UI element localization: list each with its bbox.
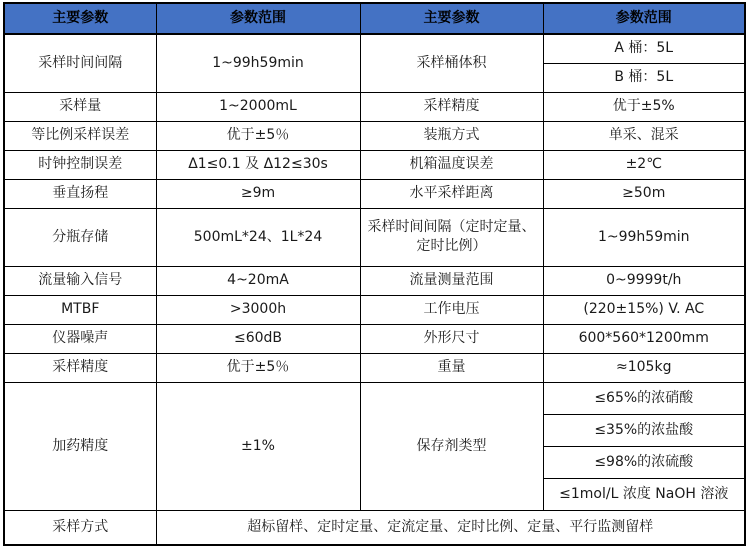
value-clock-control-error: Δ1≤0.1 及 Δ12≤30s: [156, 150, 360, 179]
param-bottling-mode: 装瓶方式: [360, 121, 543, 150]
param-bottle-storage: 分瓶存储: [4, 208, 156, 266]
param-mtbf: MTBF: [4, 295, 156, 324]
param-proportional-sampling-error: 等比例采样误差: [4, 121, 156, 150]
header-row: [4, 3, 745, 34]
value-sampling-accuracy-left: 优于±5％: [156, 353, 360, 382]
value-preservative-hydrochloric: ≤35%的浓盐酸: [543, 414, 745, 446]
table-row: [4, 34, 745, 63]
value-flow-input-signal: 4~20mA: [156, 266, 360, 295]
value-dimensions: 600*560*1200mm: [543, 324, 745, 353]
header-param-range-left: 参数范围: [156, 3, 360, 34]
table-row: [4, 266, 745, 295]
value-vertical-lift: ≥9m: [156, 179, 360, 208]
value-working-voltage: (220±15%) V. AC: [543, 295, 745, 324]
table-row: [4, 510, 745, 545]
table-row: [4, 92, 745, 121]
table-row: [4, 324, 745, 353]
param-cabinet-temp-error: 机箱温度误差: [360, 150, 543, 179]
header-main-param-right: 主要参数: [360, 3, 543, 34]
value-dosing-accuracy: ±1%: [156, 382, 360, 510]
value-horizontal-sampling-distance: ≥50m: [543, 179, 745, 208]
table-row: [4, 179, 745, 208]
table-row: [4, 382, 745, 414]
param-sampling-bucket-volume: 采样桶体积: [360, 34, 543, 92]
table-row: [4, 353, 745, 382]
value-sampling-accuracy-right: 优于±5%: [543, 92, 745, 121]
param-dosing-accuracy: 加药精度: [4, 382, 156, 510]
param-flow-measure-range: 流量测量范围: [360, 266, 543, 295]
param-vertical-lift: 垂直扬程: [4, 179, 156, 208]
value-sampling-time-interval: 1~99h59min: [156, 34, 360, 92]
table-row: [4, 121, 745, 150]
header-main-param-left: 主要参数: [4, 3, 156, 34]
header-param-range-right: 参数范围: [543, 3, 745, 34]
param-flow-input-signal: 流量输入信号: [4, 266, 156, 295]
param-dimensions: 外形尺寸: [360, 324, 543, 353]
param-sampling-accuracy-left: 采样精度: [4, 353, 156, 382]
param-sampling-interval-timed: 采样时间间隔（定时定量、定时比例）: [360, 208, 543, 266]
value-sampling-interval-timed: 1~99h59min: [543, 208, 745, 266]
value-instrument-noise: ≤60dB: [156, 324, 360, 353]
value-weight: ≈105kg: [543, 353, 745, 382]
param-sample-volume: 采样量: [4, 92, 156, 121]
table-row: [4, 150, 745, 179]
value-mtbf: >3000h: [156, 295, 360, 324]
param-preservative-type: 保存剂类型: [360, 382, 543, 510]
value-bucket-a: A 桶：5L: [543, 34, 745, 63]
value-proportional-sampling-error: 优于±5％: [156, 121, 360, 150]
param-instrument-noise: 仪器噪声: [4, 324, 156, 353]
table-row: [4, 208, 745, 266]
value-bottle-storage: 500mL*24、1L*24: [156, 208, 360, 266]
spec-table: [3, 2, 746, 546]
value-sampling-mode: 超标留样、定时定量、定流定量、定时比例、定量、平行监测留样: [156, 510, 745, 545]
param-sampling-accuracy-right: 采样精度: [360, 92, 543, 121]
value-bottling-mode: 单采、混采: [543, 121, 745, 150]
param-weight: 重量: [360, 353, 543, 382]
param-working-voltage: 工作电压: [360, 295, 543, 324]
value-preservative-naoh: ≤1mol/L 浓度 NaOH 溶液: [543, 478, 745, 510]
param-clock-control-error: 时钟控制误差: [4, 150, 156, 179]
value-preservative-nitric: ≤65%的浓硝酸: [543, 382, 745, 414]
param-sampling-time-interval: 采样时间间隔: [4, 34, 156, 92]
value-preservative-sulfuric: ≤98%的浓硫酸: [543, 446, 745, 478]
value-sample-volume: 1~2000mL: [156, 92, 360, 121]
value-cabinet-temp-error: ±2℃: [543, 150, 745, 179]
value-bucket-b: B 桶：5L: [543, 63, 745, 92]
table-row: [4, 295, 745, 324]
param-sampling-mode: 采样方式: [4, 510, 156, 545]
param-horizontal-sampling-distance: 水平采样距离: [360, 179, 543, 208]
value-flow-measure-range: 0~9999t/h: [543, 266, 745, 295]
